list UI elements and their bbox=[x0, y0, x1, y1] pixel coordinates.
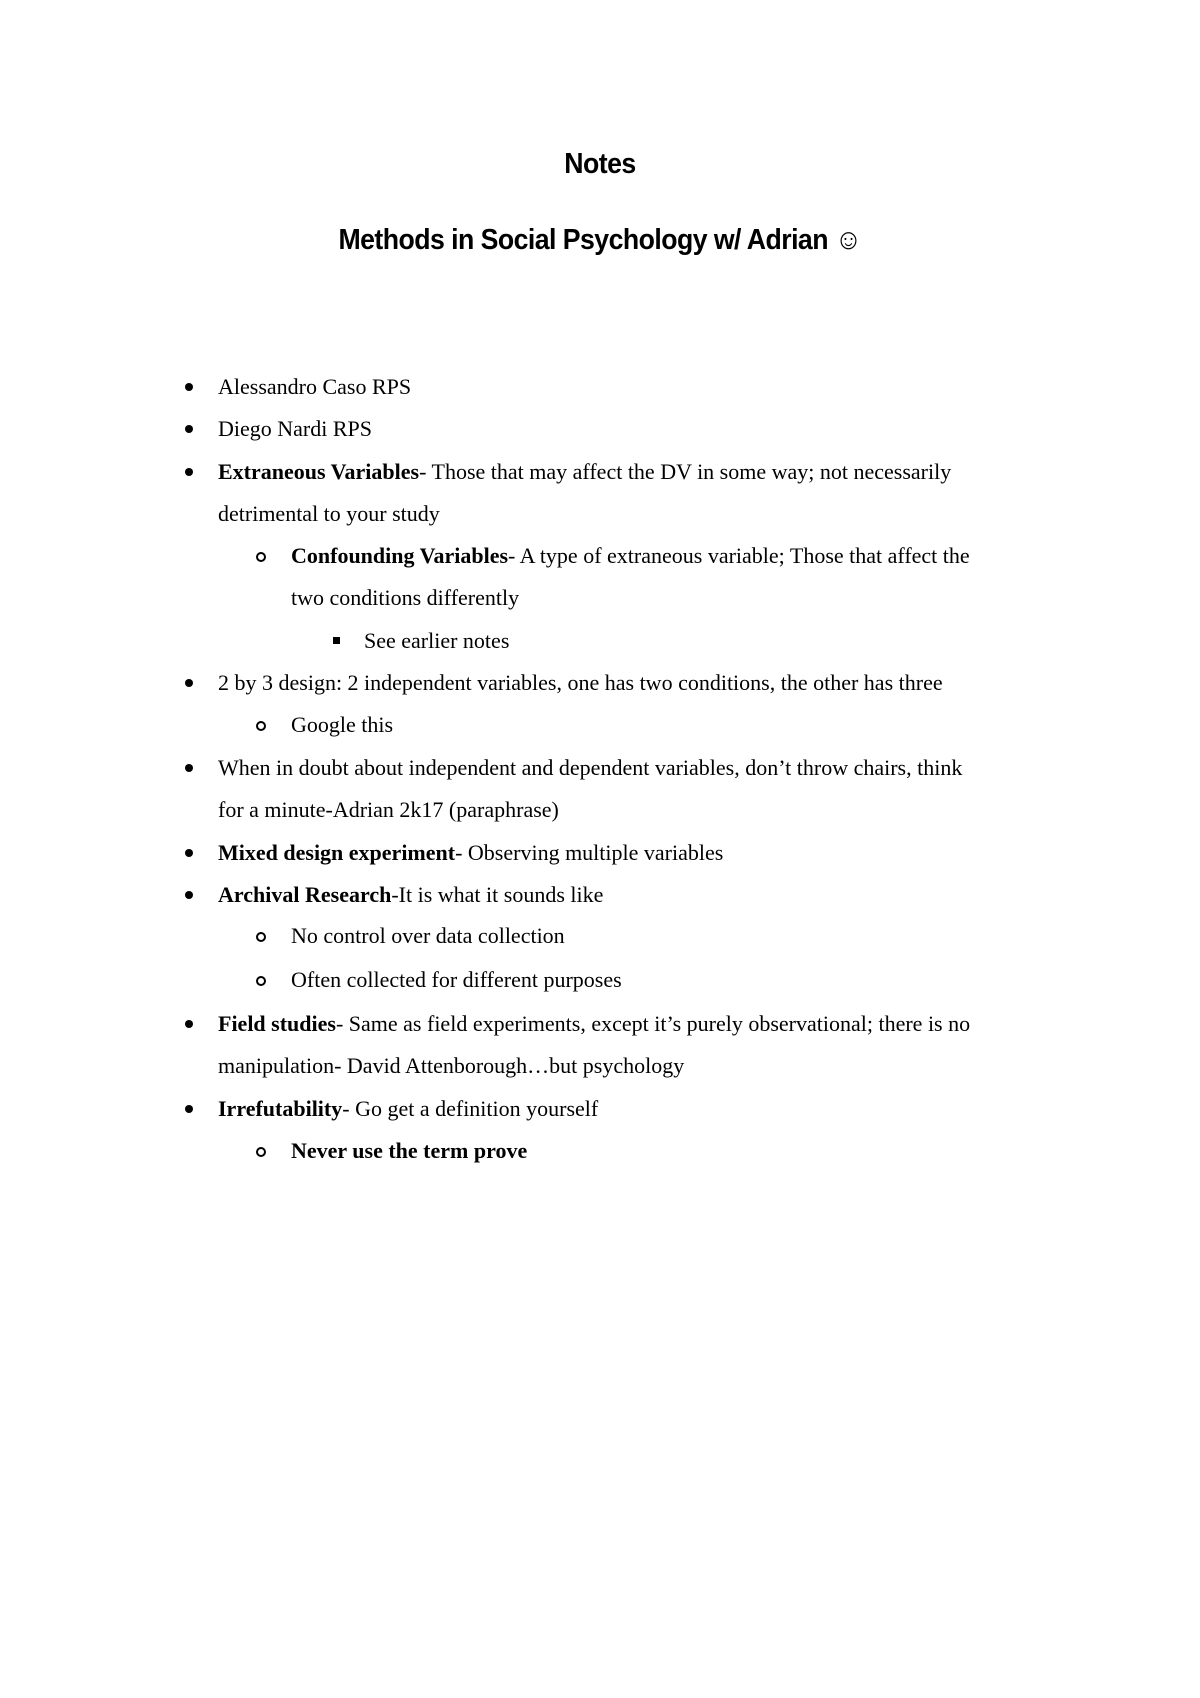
bullet-disc-icon bbox=[185, 383, 193, 391]
list-item-text: Diego Nardi RPS bbox=[218, 416, 372, 441]
term-label: Confounding Variables bbox=[291, 543, 509, 568]
page-title: Notes bbox=[564, 148, 636, 180]
term-label: Archival Research bbox=[218, 882, 392, 907]
list-item-text: See earlier notes bbox=[364, 628, 510, 653]
definition-text: -It is what it sounds like bbox=[391, 882, 604, 907]
bullet-circle-icon bbox=[256, 552, 266, 562]
bullet-square-icon bbox=[333, 637, 340, 644]
page-subtitle: Methods in Social Psychology w/ Adrian ☺ bbox=[338, 224, 862, 256]
term-label: Irrefutability bbox=[218, 1096, 343, 1121]
list-item-text: When in doubt about independent and dependent variables, don’t throw chairs, think bbox=[218, 755, 963, 780]
list-item-text: 2 by 3 design: 2 independent variables, one has two conditions, the other has three bbox=[218, 670, 943, 695]
bullet-disc-icon bbox=[185, 849, 193, 857]
list-item-continuation: detrimental to your study bbox=[218, 501, 440, 526]
bullet-disc-icon bbox=[185, 764, 193, 772]
term-label: Field studies bbox=[218, 1011, 336, 1036]
list-item-text: Often collected for different purposes bbox=[291, 967, 622, 992]
list-item-continuation: manipulation- David Attenborough…but psychology bbox=[218, 1053, 685, 1078]
bullet-disc-icon bbox=[185, 679, 193, 687]
term-label: Mixed design experiment bbox=[218, 840, 456, 865]
definition-text: - A type of extraneous variable; Those that affect the bbox=[508, 543, 970, 568]
bullet-circle-icon bbox=[256, 721, 266, 731]
definition-text: - Those that may affect the DV in some way; not necessarily bbox=[419, 459, 952, 484]
bullet-disc-icon bbox=[185, 1105, 193, 1113]
bullet-disc-icon bbox=[185, 1020, 193, 1028]
bullet-disc-icon bbox=[185, 891, 193, 899]
bullet-circle-icon bbox=[256, 932, 266, 942]
term-label: Extraneous Variables bbox=[218, 459, 420, 484]
bullet-circle-icon bbox=[256, 976, 266, 986]
term-label: Never use the term prove bbox=[291, 1138, 528, 1163]
bullet-circle-icon bbox=[256, 1147, 266, 1157]
list-item-text: No control over data collection bbox=[291, 923, 565, 948]
definition-text: - Same as field experiments, except it’s purely observational; there is no bbox=[335, 1011, 971, 1036]
bullet-disc-icon bbox=[185, 425, 193, 433]
list-item-continuation: for a minute-Adrian 2k17 (paraphrase) bbox=[218, 797, 559, 822]
definition-text: - Observing multiple variables bbox=[455, 840, 724, 865]
bullet-disc-icon bbox=[185, 468, 193, 476]
list-item-text: Alessandro Caso RPS bbox=[218, 374, 412, 399]
list-item-continuation: two conditions differently bbox=[291, 585, 520, 610]
definition-text: - Go get a definition yourself bbox=[342, 1096, 599, 1121]
list-item-text: Google this bbox=[291, 712, 394, 737]
